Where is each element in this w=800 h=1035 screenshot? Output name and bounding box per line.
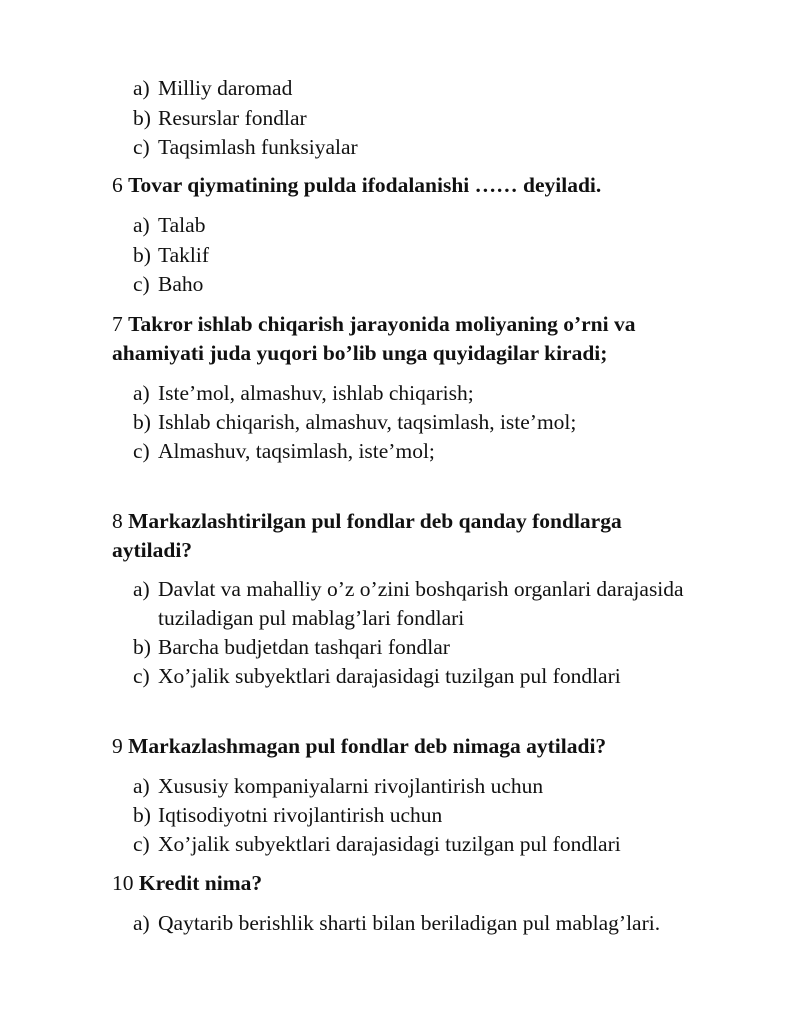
option-text: Iste’mol, almashuv, ishlab chiqarish; bbox=[158, 381, 474, 405]
question-number: 8 bbox=[112, 509, 123, 533]
option-text: Baho bbox=[158, 272, 204, 296]
q8-option-c bbox=[133, 661, 621, 691]
option-label: a) bbox=[133, 213, 150, 237]
option-text: Iqtisodiyotni rivojlantirish uchun bbox=[158, 803, 443, 827]
option-label: c) bbox=[133, 664, 150, 688]
question-text-line1: Markazlashtirilgan pul fondlar deb qanday fondlarga bbox=[128, 509, 622, 533]
q9-option-b bbox=[133, 800, 442, 830]
question-text: Markazlashmagan pul fondlar deb nimaga aytiladi? bbox=[128, 734, 607, 758]
option-text-cont: tuziladigan pul mablag’lari fondlari bbox=[158, 606, 465, 630]
option-text: Resurslar fondlar bbox=[158, 106, 307, 130]
option-label: a) bbox=[133, 911, 150, 935]
question-text-line2: aytiladi? bbox=[112, 538, 193, 562]
question-text-line1: Takror ishlab chiqarish jarayonida moliyaning o’rni va bbox=[128, 312, 636, 336]
question-6 bbox=[112, 170, 601, 200]
question-text: Kredit nima? bbox=[138, 871, 263, 895]
option-text: Xususiy kompaniyalarni rivojlantirish uchun bbox=[158, 774, 544, 798]
q7-option-c bbox=[133, 436, 435, 466]
q9-option-c bbox=[133, 829, 621, 859]
option-label: c) bbox=[133, 135, 150, 159]
option-text: Milliy daromad bbox=[158, 76, 293, 100]
question-10 bbox=[112, 868, 262, 898]
option-label: a) bbox=[133, 381, 150, 405]
q8-option-a bbox=[133, 574, 684, 604]
question-8 bbox=[112, 506, 622, 536]
q6-option-b bbox=[133, 240, 209, 270]
option-text: Ishlab chiqarish, almashuv, taqsimlash, iste’mol; bbox=[158, 410, 577, 434]
option-label: a) bbox=[133, 774, 150, 798]
option-text: Barcha budjetdan tashqari fondlar bbox=[158, 635, 450, 659]
option-label: c) bbox=[133, 439, 150, 463]
question-number: 10 bbox=[112, 871, 134, 895]
q5-option-c bbox=[133, 132, 358, 162]
option-text: Xo’jalik subyektlari darajasidagi tuzilgan pul fondlari bbox=[158, 832, 621, 856]
q5-option-b bbox=[133, 103, 307, 133]
option-text: Almashuv, taqsimlash, iste’mol; bbox=[158, 439, 435, 463]
option-text: Davlat va mahalliy o’z o’zini boshqarish organlari darajasida bbox=[158, 577, 684, 601]
question-text-line2: ahamiyati juda yuqori bo’lib unga quyidagilar kiradi; bbox=[112, 341, 608, 365]
option-label: b) bbox=[133, 410, 151, 434]
q8-option-a-cont bbox=[158, 603, 464, 633]
option-label: a) bbox=[133, 76, 150, 100]
q6-option-c bbox=[133, 269, 203, 299]
option-label: a) bbox=[133, 577, 150, 601]
q7-option-a bbox=[133, 378, 474, 408]
option-text: Taklif bbox=[158, 243, 210, 267]
question-text: Tovar qiymatining pulda ifodalanishi …… deyiladi. bbox=[128, 173, 602, 197]
option-label: b) bbox=[133, 635, 151, 659]
question-8-cont bbox=[112, 535, 192, 565]
question-number: 9 bbox=[112, 734, 123, 758]
option-label: b) bbox=[133, 243, 151, 267]
question-number: 6 bbox=[112, 173, 123, 197]
option-label: c) bbox=[133, 832, 150, 856]
option-text: Taqsimlash funksiyalar bbox=[158, 135, 358, 159]
option-label: c) bbox=[133, 272, 150, 296]
q5-option-a bbox=[133, 73, 292, 103]
question-7 bbox=[112, 309, 635, 339]
question-number: 7 bbox=[112, 312, 123, 336]
option-text: Qaytarib berishlik sharti bilan beriladigan pul mablag’lari. bbox=[158, 911, 661, 935]
option-text: Xo’jalik subyektlari darajasidagi tuzilgan pul fondlari bbox=[158, 664, 621, 688]
q6-option-a bbox=[133, 210, 205, 240]
option-text: Talab bbox=[158, 213, 206, 237]
question-7-cont bbox=[112, 338, 607, 368]
q8-option-b bbox=[133, 632, 450, 662]
q7-option-b bbox=[133, 407, 576, 437]
q9-option-a bbox=[133, 771, 543, 801]
q10-option-a bbox=[133, 908, 660, 938]
question-9 bbox=[112, 731, 606, 761]
option-label: b) bbox=[133, 803, 151, 827]
option-label: b) bbox=[133, 106, 151, 130]
